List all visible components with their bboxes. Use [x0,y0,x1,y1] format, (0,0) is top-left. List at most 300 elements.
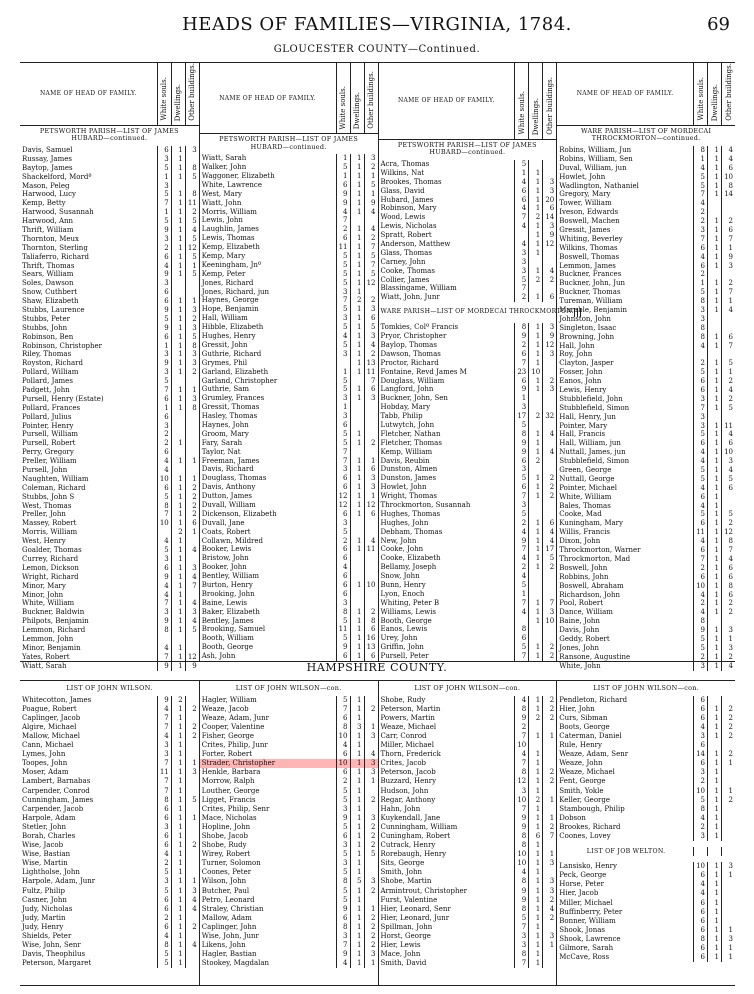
other-buildings-cell [721,899,735,908]
head-of-family-name: Butcher, Paul [201,886,250,895]
head-of-family-name: Gregory, Mary [559,190,611,199]
table-row [20,262,199,271]
head-of-family-name: Robins, William, Jun [559,145,632,154]
white-souls-cell: 3 [157,741,171,750]
white-souls-cell: 4 [336,563,350,572]
table-row [20,923,199,932]
head-of-family-name: Hier, Jacob [559,889,599,898]
table-row [200,625,378,634]
table-row [557,899,735,908]
head-of-family-name: Fultz, Philip [22,886,65,895]
other-buildings-cell: 4 [364,341,378,350]
table-row [379,222,557,231]
county-heading-hampshire: HAMPSHIRE COUNTY. [306,661,448,674]
white-souls-cell: 2 [157,439,171,448]
other-buildings-cell: 2 [721,608,735,617]
dwellings-cell: 1 [528,169,542,178]
other-buildings-cell [542,368,556,377]
white-souls-cell [157,635,171,644]
dwellings-cell: 1 [171,297,185,306]
dwellings-cell: 1 [707,732,721,741]
other-buildings-cell [542,787,556,796]
head-of-family-name: Preller, William [22,457,77,466]
head-of-family-name: Duvall, William [201,500,256,509]
other-buildings-cell [542,249,556,258]
table-row [20,705,199,714]
dwellings-cell: 1 [528,267,542,276]
table-row [200,554,378,563]
other-buildings-cell [721,917,735,926]
white-souls-cell: 3 [514,465,528,474]
head-of-family-name: White, William [22,599,75,608]
other-buildings-cell: 3 [185,608,199,617]
white-souls-cell: 3 [336,519,350,528]
white-souls-cell: 3 [157,368,171,377]
head-of-family-name: Fosser, John [559,368,603,377]
dwellings-cell [350,448,364,457]
dwellings-cell: 1 [528,959,542,968]
head-of-family-name: Nuttall, James, jun [559,448,626,457]
column-header [200,63,378,134]
head-of-family-name: Horst, George [380,932,431,941]
table-row [379,403,557,412]
head-of-family-name: Minor, Benjamin [22,643,81,652]
head-of-family-name: Dunston, James [380,474,437,483]
dwellings-cell: 1 [171,564,185,573]
dwellings-cell: 1 [350,172,364,181]
other-buildings-cell: 2 [542,768,556,777]
head-of-family-name: Hobday, Mary [380,403,431,412]
head-of-family-name: Kemp, Mary [201,252,246,261]
dwellings-cell: 1 [171,315,185,324]
dwellings-cell: 1 [707,226,721,235]
white-souls-cell: 7 [157,199,171,208]
table-row [379,696,557,705]
white-souls-cell: 6 [336,652,350,661]
white-souls-cell: 9 [157,573,171,582]
other-buildings-cell: 3 [364,154,378,163]
dwellings-cell: 1 [350,814,364,823]
dwellings-cell: 1 [350,270,364,279]
other-buildings-cell [721,777,735,786]
table-row [379,877,557,886]
table-row [379,896,557,905]
other-buildings-cell: 3 [542,323,556,332]
other-buildings-cell: 8 [364,617,378,626]
table-row [20,805,199,814]
table-row [379,249,557,258]
other-buildings-cell: 1 [364,723,378,732]
table-row [200,474,378,483]
table-row [20,173,199,182]
dwellings-cell: 1 [707,871,721,880]
white-souls-cell: 4 [693,814,707,823]
white-souls-cell: 5 [157,546,171,555]
table-row [20,635,199,644]
white-souls-cell: 4 [693,342,707,351]
dwellings-cell: 1 [171,386,185,395]
head-of-family-name: Pollard, Frances [22,403,81,412]
table-row [379,768,557,777]
white-souls-cell: 11 [693,528,707,537]
white-souls-cell: 23 [514,368,528,377]
head-of-family-name: Lewis, John [201,216,243,225]
white-souls-cell: 6 [693,908,707,917]
head-of-family-name: Soles, Dawson [22,279,74,288]
dwellings-cell: 2 [528,457,542,466]
head-of-family-name: Wilson, John [201,877,247,886]
white-souls-cell: 8 [157,626,171,635]
dwellings-cell: 1 [171,510,185,519]
header-label: White souls. [517,91,526,135]
white-souls-cell: 4 [157,537,171,546]
head-of-family-name: Stubbs, John S [22,492,75,501]
white-souls-cell: 3 [157,182,171,191]
table-row [379,240,557,249]
white-souls-cell: 6 [693,439,707,448]
other-buildings-cell: 2 [721,714,735,723]
dwellings-cell [528,421,542,430]
dwellings-cell: 1 [171,519,185,528]
entry-list [200,154,378,661]
dwellings-cell: 1 [707,653,721,662]
other-buildings-cell: 2 [542,714,556,723]
dwellings-cell: 1 [171,732,185,741]
white-souls-cell: 5 [157,217,171,226]
dwellings-cell: 1 [350,359,364,368]
dwellings-cell [171,182,185,191]
dwellings-cell: 1 [707,889,721,898]
white-souls-cell: 5 [336,634,350,643]
white-souls-cell: 8 [693,617,707,626]
other-buildings-cell [542,750,556,759]
other-buildings-cell [185,439,199,448]
other-buildings-cell: 3 [185,359,199,368]
dwellings-cell: 1 [707,759,721,768]
head-of-family-name: Sits, George [380,859,425,868]
dwellings-cell [171,466,185,475]
header-name-of-head: NAME OF HEAD OF FAMILY. [576,90,674,98]
table-row [20,333,199,342]
head-of-family-name: Griffin, John [380,643,424,652]
dwellings-cell: 1 [528,222,542,231]
white-souls-cell: 2 [514,563,528,572]
table-row [20,146,199,155]
dwellings-cell [707,324,721,333]
white-souls-cell: 5 [693,430,707,439]
other-buildings-cell [185,859,199,868]
head-of-family-name: Weaze, Michael [559,768,615,777]
other-buildings-cell [364,805,378,814]
white-souls-cell: 11 [336,625,350,634]
table-row [20,235,199,244]
cell-empty [707,847,721,856]
head-of-family-name: Blassingame, William [380,284,457,293]
other-buildings-cell [721,880,735,889]
head-of-family-name: Fletcher, Thomas [380,438,442,447]
table-row [379,750,557,759]
head-of-family-name: Caterman, Daniel [559,731,622,740]
entry-list [200,696,378,985]
page-title: HEADS OF FAMILIES—VIRGINIA, 1784. [182,14,572,35]
white-souls-cell: 6 [157,832,171,841]
white-souls-cell: 3 [514,258,528,267]
head-of-family-name: Keeningham, Jnº [201,260,262,269]
table-row [557,253,735,262]
other-buildings-cell: 4 [542,528,556,537]
table-row [557,832,735,841]
other-buildings-cell: 4 [542,448,556,457]
other-buildings-cell: 4 [185,226,199,235]
table-row [557,333,735,342]
white-souls-cell: 12 [336,501,350,510]
table-row [379,887,557,896]
white-souls-cell: 6 [693,573,707,582]
head-of-family-name: Nuttall, George [559,474,615,483]
head-of-family-name: Wright, Richard [22,572,79,581]
head-of-family-name: Crites, Philip, Junr [201,741,268,750]
dwellings-cell: 1 [171,653,185,662]
head-of-family-name: Thrift, Thomas [22,261,75,270]
head-of-family-name: Lemmon, Richard [22,626,86,635]
table-row [557,591,735,600]
dwellings-cell: 1 [707,395,721,404]
other-buildings-cell: 2 [542,474,556,483]
other-buildings-cell: 2 [364,932,378,941]
dwellings-cell: 1 [171,235,185,244]
head-of-family-name: Whiting, Peter B [380,598,440,607]
other-buildings-cell [721,315,735,324]
header-label: Other buildings. [545,77,554,135]
table-row [200,314,378,323]
other-buildings-cell: 2 [542,705,556,714]
other-buildings-cell: 2 [364,608,378,617]
dwellings-cell: 1 [707,626,721,635]
list-section-heading: PETSWORTH PARISH—LIST OF JAMES HUBARD—continued. [39,126,179,143]
head-of-family-name: Tabb, Philip [380,412,423,421]
white-souls-cell: 7 [336,296,350,305]
table-row [557,626,735,635]
subsection-label: LIST OF JOB WELTON. [586,848,666,856]
dwellings-cell: 1 [171,959,185,968]
other-buildings-cell: 1 [185,759,199,768]
table-row [557,823,735,832]
table-row [379,448,557,457]
table-row [557,484,735,493]
white-souls-cell: 4 [693,723,707,732]
white-souls-cell: 9 [336,190,350,199]
dwellings-cell: 1 [707,591,721,600]
other-buildings-cell [542,868,556,877]
white-souls-cell: 3 [336,350,350,359]
table-row [20,546,199,555]
other-buildings-cell: 6 [721,226,735,235]
other-buildings-cell [721,696,735,705]
white-souls-cell: 3 [157,877,171,886]
table-row [379,350,557,359]
table-row [557,430,735,439]
head-of-family-name: Boswell, John [559,563,608,572]
other-buildings-cell: 5 [185,217,199,226]
other-buildings-cell [185,448,199,457]
head-of-family-name: Dunston, Almen [380,465,438,474]
table-row [379,368,557,377]
white-souls-cell: 9 [157,662,171,671]
white-souls-cell: 5 [336,787,350,796]
table-row [200,243,378,252]
head-of-family-name: Dickenson, Elizabeth [201,509,277,518]
other-buildings-cell: 13 [364,643,378,652]
head-of-family-name: Cooke, John [380,545,424,554]
header-white-souls [336,63,350,133]
table-row [200,465,378,474]
other-buildings-cell: 7 [364,243,378,252]
head-of-family-name: Keller, George [559,795,610,804]
table-row [200,528,378,537]
subsection-label: WARE PARISH—LIST OF MORDECAI THROCKMORTON. [380,308,574,316]
white-souls-cell: 7 [514,359,528,368]
head-of-family-name: Robins, William, Sen [559,154,633,163]
other-buildings-cell [721,502,735,511]
table-row [557,190,735,199]
dwellings-cell: 1 [171,887,185,896]
head-of-family-name: Kemp, Elizabeth [201,243,260,252]
white-souls-cell: 9 [157,270,171,279]
table-row [557,608,735,617]
head-of-family-name: Caplinger, John [201,922,257,931]
list-section-heading: PETSWORTH PARISH—LIST OF JAMES HUBARD—continued. [219,135,359,151]
other-buildings-cell: 5 [185,796,199,805]
dwellings-cell [171,288,185,297]
dwellings-cell: 1 [707,823,721,832]
white-souls-cell: 9 [157,324,171,333]
other-buildings-cell: 1 [364,492,378,501]
other-buildings-cell [542,581,556,590]
white-souls-cell: 2 [157,430,171,439]
dwellings-cell: 1 [528,696,542,705]
other-buildings-cell: 3 [364,759,378,768]
other-buildings-cell [364,563,378,572]
other-buildings-cell: 5 [364,323,378,332]
head-of-family-name: Massey, Robert [22,519,77,528]
other-buildings-cell: 6 [185,519,199,528]
table-row [379,796,557,805]
other-buildings-cell [185,155,199,164]
white-souls-cell: 7 [514,213,528,222]
white-souls-cell: 3 [157,350,171,359]
head-of-family-name: Jones, Richard [201,278,254,287]
other-buildings-cell [721,768,735,777]
other-buildings-cell [185,741,199,750]
dwellings-cell [350,554,364,563]
table-row [200,887,378,896]
other-buildings-cell: 8 [185,404,199,413]
white-souls-cell: 7 [693,190,707,199]
dwellings-cell: 1 [350,457,364,466]
other-buildings-cell [185,959,199,968]
head-of-family-name: Fontaine, Revd James M [380,367,467,376]
other-buildings-cell [364,714,378,723]
table-row [200,350,378,359]
white-souls-cell: 4 [157,932,171,941]
white-souls-cell: 8 [693,297,707,306]
head-of-family-name: Pollard, William [22,368,79,377]
head-of-family-name: Robinson, Christopher [22,341,103,350]
table-row [379,332,557,341]
white-souls-cell: 2 [693,359,707,368]
dwellings-cell: 1 [350,385,364,394]
census-column [556,63,735,670]
white-souls-cell: 4 [693,502,707,511]
other-buildings-cell [185,932,199,941]
white-souls-cell: 4 [157,705,171,714]
head-of-family-name: Davis, John [559,626,600,635]
white-souls-cell: 5 [693,182,707,191]
white-souls-cell: 4 [336,208,350,217]
table-row [379,394,557,403]
dwellings-cell: 1 [350,608,364,617]
dwellings-cell [528,403,542,412]
dwellings-cell: 1 [707,475,721,484]
dwellings-cell: 1 [171,350,185,359]
dwellings-cell [707,741,721,750]
dwellings-cell: 1 [171,190,185,199]
head-of-family-name: Pursell, Peter [380,652,429,661]
white-souls-cell: 4 [514,696,528,705]
white-souls-cell: 6 [336,483,350,492]
other-buildings-cell: 2 [364,163,378,172]
head-of-family-name: Iveson, Edwards [559,208,619,217]
head-of-family-name: Hier, Lewis [380,941,421,950]
other-buildings-cell: 1 [364,457,378,466]
white-souls-cell: 3 [693,662,707,671]
dwellings-cell: 1 [528,537,542,546]
other-buildings-cell [185,182,199,191]
dwellings-cell: 1 [528,439,542,448]
head-of-family-name: Smith, Yokle [559,786,604,795]
white-souls-cell: 7 [693,235,707,244]
table-row [20,887,199,896]
head-of-family-name: Brookes, Richard [559,822,621,831]
other-buildings-cell: 6 [721,333,735,342]
white-souls-cell: 7 [157,723,171,732]
table-row [200,572,378,581]
head-of-family-name: Crites, Philip, Senr [201,804,270,813]
dwellings-cell: 1 [171,591,185,600]
white-souls-cell: 6 [693,705,707,714]
other-buildings-cell: 5 [721,510,735,519]
table-row [379,741,557,750]
other-buildings-cell: 12 [542,341,556,350]
dwellings-cell: 1 [171,805,185,814]
table-row [379,714,557,723]
other-buildings-cell: 4 [542,430,556,439]
head-of-family-name: Harpole, Adam [22,813,76,822]
other-buildings-cell: 3 [542,877,556,886]
census-column [556,681,735,985]
other-buildings-cell: 1 [721,368,735,377]
header-name-of-head: NAME OF HEAD OF FAMILY. [219,94,316,102]
head-of-family-name: Judy, Nicholas [22,904,73,913]
white-souls-cell: 3 [157,235,171,244]
head-of-family-name: Harwood, Ann [22,217,74,226]
other-buildings-cell: 1 [185,297,199,306]
table-row [200,634,378,643]
table-row [200,732,378,741]
dwellings-cell: 1 [171,333,185,342]
head-of-family-name: Pursell, William [22,430,79,439]
head-of-family-name: Hibble, Elizabeth [201,323,264,332]
